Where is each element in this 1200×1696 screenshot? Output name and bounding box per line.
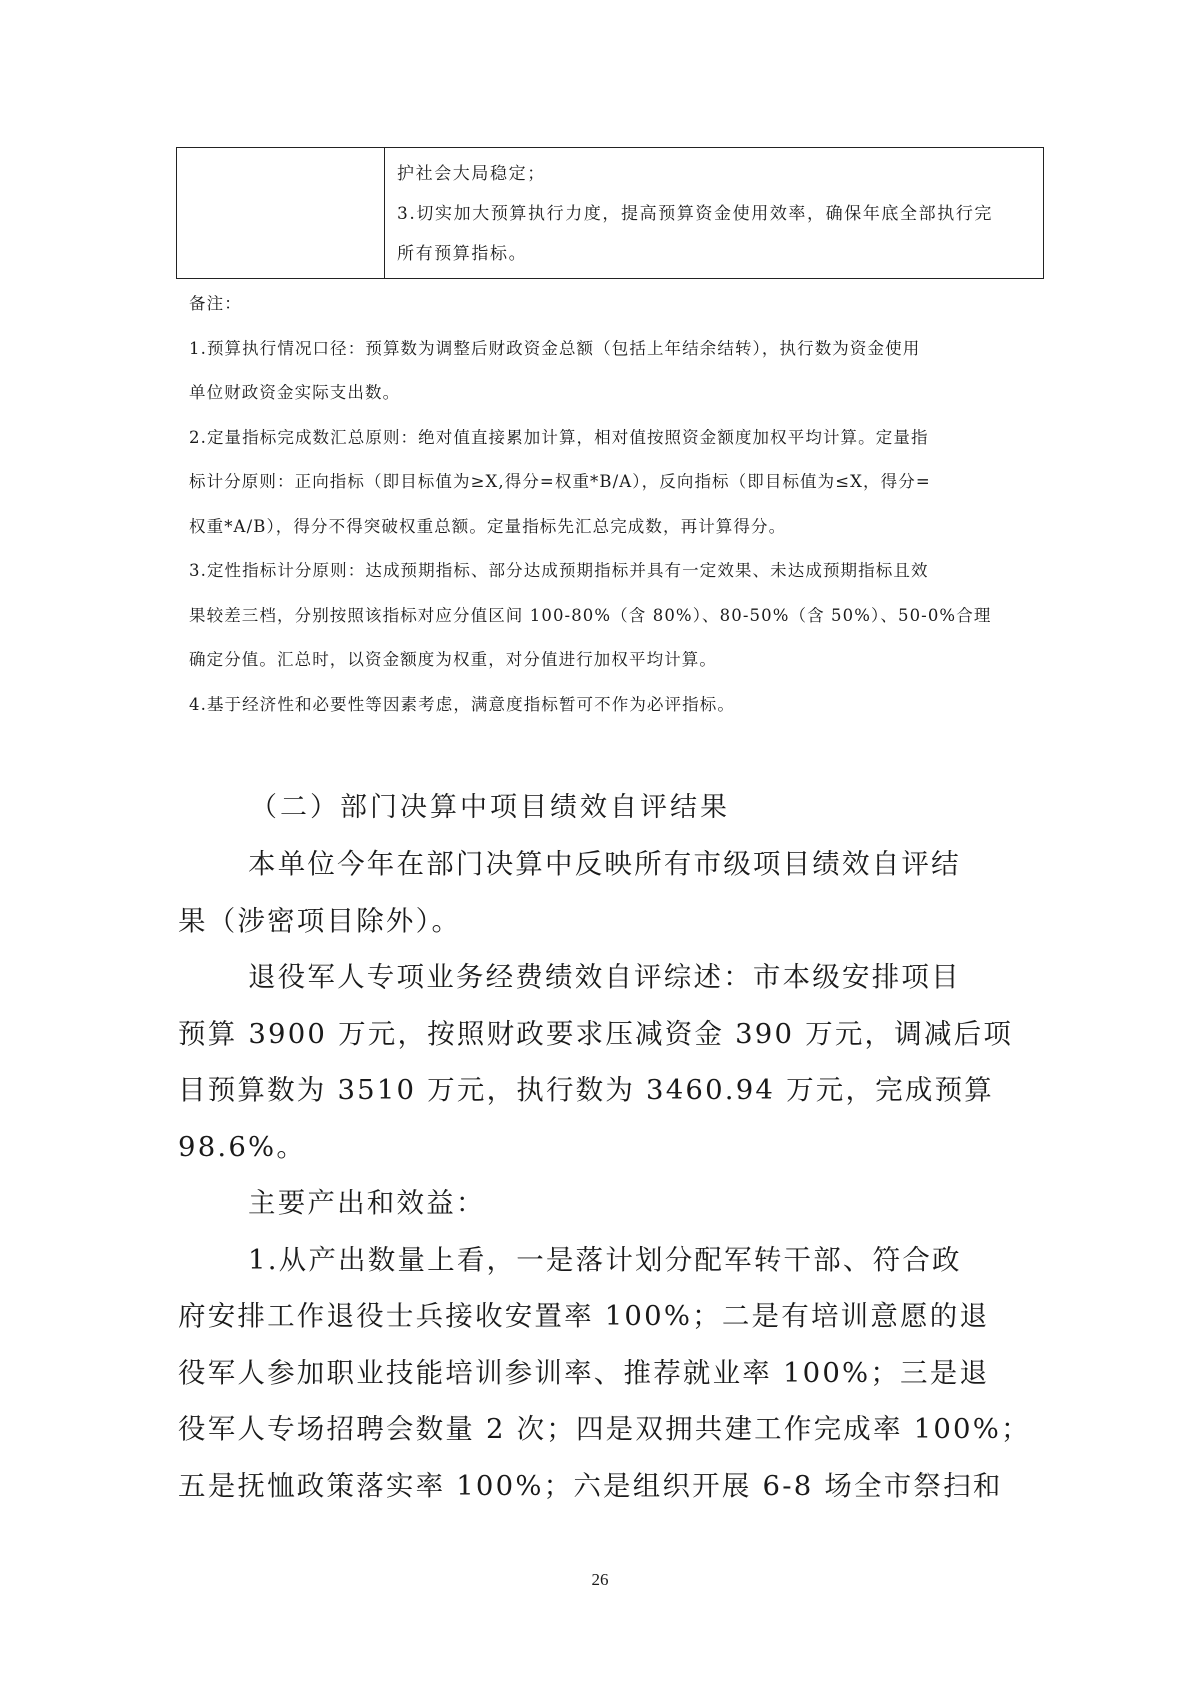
table-right-cell: [385, 148, 1043, 278]
table-left-cell: [177, 148, 385, 278]
paragraph-line: 目预算数为 3510 万元，执行数为 3460.94 万元，完成预算: [178, 1074, 994, 1106]
paragraph-line: 五是抚恤政策落实率 100%；六是组织开展 6-8 场全市祭扫和: [178, 1469, 1003, 1502]
note-line: 确定分值。汇总时，以资金额度为权重，对分值进行加权平均计算。: [189, 650, 717, 669]
note-line: 权重*A/B），得分不得突破权重总额。定量指标先汇总完成数，再计算得分。: [189, 516, 787, 536]
paragraph-line: 本单位今年在部门决算中反映所有市级项目绩效自评结: [248, 848, 961, 880]
note-line: 1.预算执行情况口径：预算数为调整后财政资金总额（包括上年结余结转），执行数为资金使用: [189, 338, 921, 358]
note-line: 2.定量指标完成数汇总原则：绝对值直接累加计算，相对值按照资金额度加权平均计算。定量指: [189, 427, 929, 447]
paragraph-line: 果（涉密项目除外）。: [178, 904, 462, 937]
note-line: 4.基于经济性和必要性等因素考虑，满意度指标暂可不作为必评指标。: [189, 694, 735, 714]
section-heading: （二）部门决算中项目绩效自评结果: [250, 792, 730, 823]
note-line: 果较差三档，分别按照该指标对应分值区间 100-80%（含 80%）、80-50%（含 50%）、50-0%合理: [189, 605, 992, 625]
paragraph-line: 役军人专场招聘会数量 2 次；四是双拥共建工作完成率 100%；: [178, 1413, 1031, 1445]
notes-title: 备注：: [189, 294, 242, 313]
notes-block: [189, 282, 1039, 727]
paragraph-line: 府安排工作退役士兵接收安置率 100%；二是有培训意愿的退: [178, 1300, 990, 1332]
table-cell-line: 护社会大局稳定；: [397, 164, 546, 184]
paragraph-line: 役军人参加职业技能培训参训率、推荐就业率 100%；三是退: [178, 1356, 990, 1389]
note-line: 单位财政资金实际支出数。: [189, 383, 401, 402]
paragraph-line: 主要产出和效益：: [248, 1187, 486, 1219]
paragraph-line: 1.从产出数量上看，一是落计划分配军转干部、符合政: [248, 1243, 962, 1276]
note-line: 3.定性指标计分原则：达成预期指标、部分达成预期指标并具有一定效果、未达成预期指标且效: [189, 561, 929, 580]
note-line: 标计分原则：正向指标（即目标值为≥X,得分=权重*B/A），反向指标（即目标值为≤X，得分=: [189, 472, 931, 491]
table-cell-line: 3.切实加大预算执行力度，提高预算资金使用效率，确保年底全部执行完: [397, 204, 994, 224]
table-cell-line: 所有预算指标。: [397, 244, 528, 264]
page-number: 26: [591, 1570, 609, 1589]
paragraph-line: 预算 3900 万元，按照财政要求压减资金 390 万元，调减后项: [178, 1017, 1014, 1050]
paragraph-line: 98.6%。: [178, 1130, 307, 1163]
paragraph-line: 退役军人专项业务经费绩效自评综述：市本级安排项目: [248, 961, 961, 993]
budget-table-fragment: [176, 147, 1044, 279]
section-body: [178, 836, 1038, 1514]
